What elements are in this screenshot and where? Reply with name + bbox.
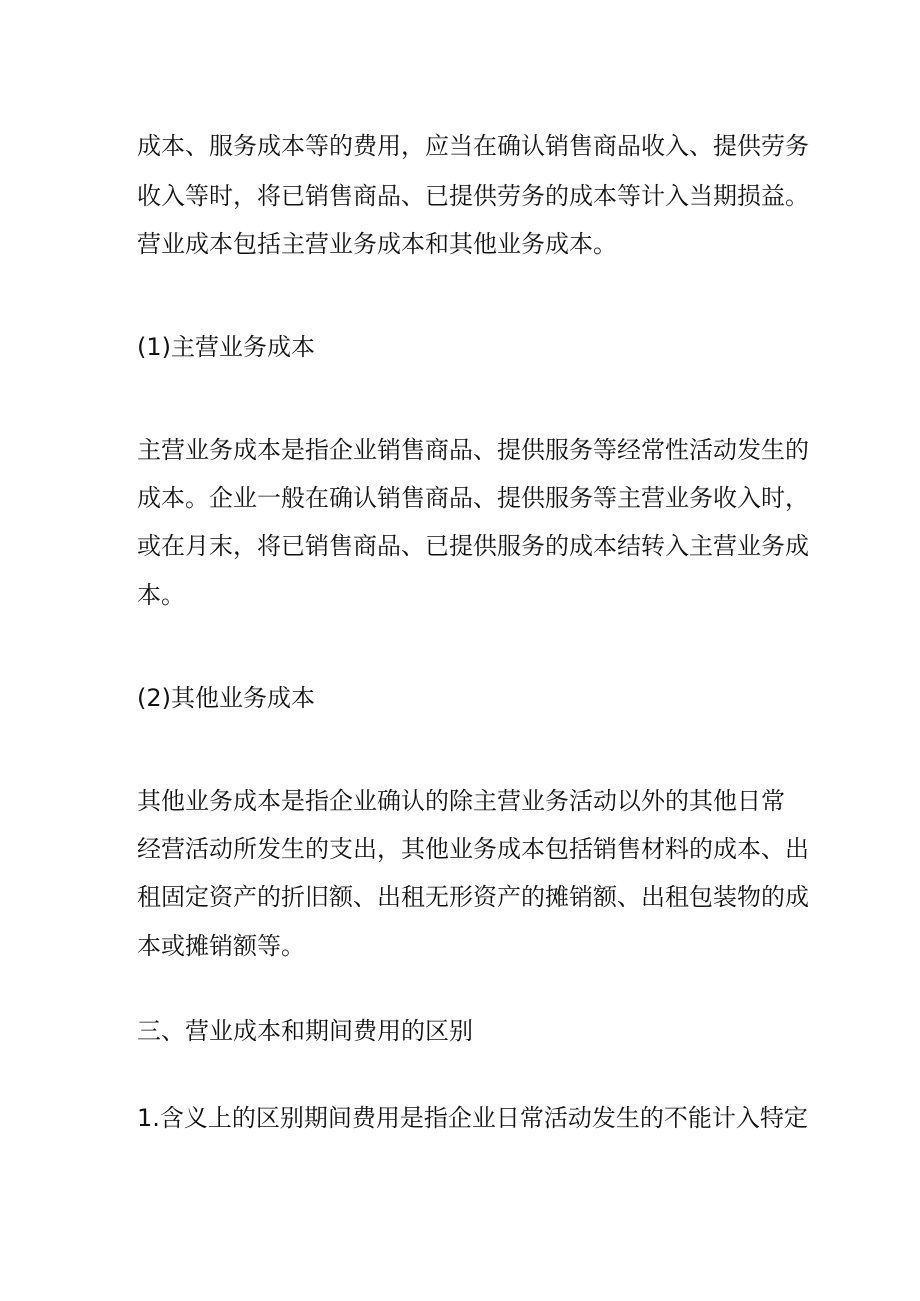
section-heading-difference: 三、营业成本和期间费用的区别: [137, 1017, 473, 1045]
other-cost-line-4: 本或摊销额等。: [137, 932, 305, 960]
other-cost-line-2: 经营活动所发生的支出，其他业务成本包括销售材料的成本、出: [137, 835, 809, 863]
main-cost-line-3: 或在月末，将已销售商品、已提供服务的成本结转入主营业务成: [137, 532, 809, 560]
main-cost-line-2: 成本。企业一般在确认销售商品、提供服务等主营业务收入时，: [137, 484, 809, 512]
intro-line-3: 营业成本包括主营业务成本和其他业务成本。: [137, 230, 617, 258]
difference-line-1: 1.含义上的区别期间费用是指企业日常活动发生的不能计入特定: [137, 1104, 808, 1132]
other-cost-line-3: 租固定资产的折旧额、出租无形资产的摊销额、出租包装物的成: [137, 883, 809, 911]
heading-other-business-cost: (2)其他业务成本: [137, 684, 315, 712]
intro-line-2: 收入等时，将已销售商品、已提供劳务的成本等计入当期损益。: [137, 182, 809, 210]
intro-line-1: 成本、服务成本等的费用，应当在确认销售商品收入、提供劳务: [137, 132, 809, 160]
heading-main-business-cost: (1)主营业务成本: [137, 333, 315, 361]
main-cost-line-4: 本。: [137, 581, 185, 609]
other-cost-line-1: 其他业务成本是指企业确认的除主营业务活动以外的其他日常: [137, 787, 785, 815]
main-cost-line-1: 主营业务成本是指企业销售商品、提供服务等经常性活动发生的: [137, 436, 809, 464]
